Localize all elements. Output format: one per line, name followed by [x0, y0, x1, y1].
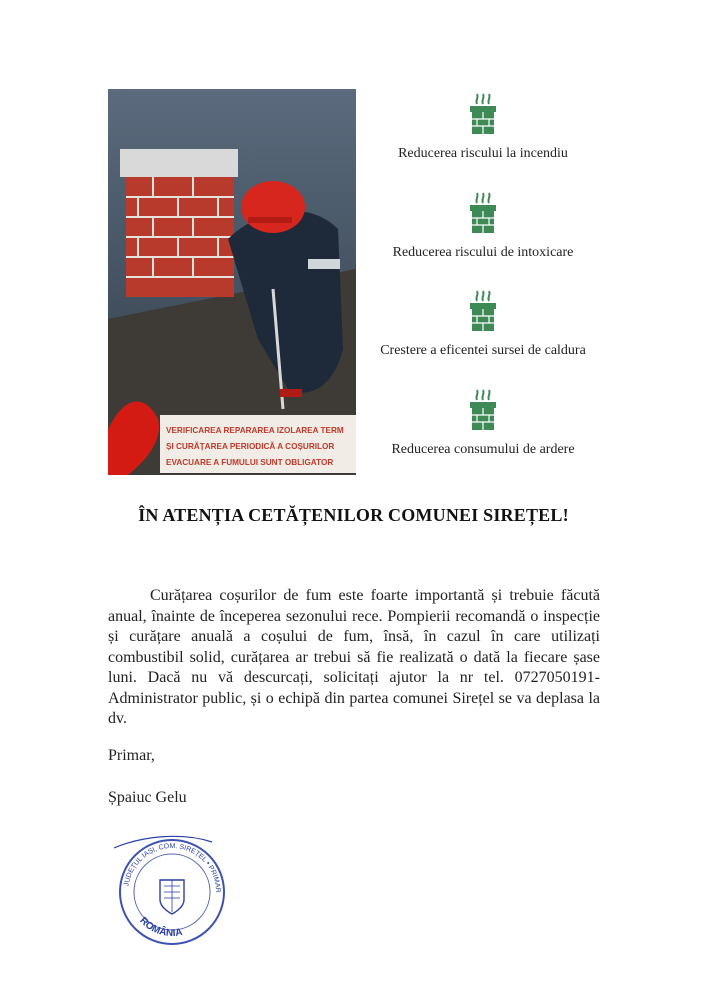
closing-line: Primar,: [108, 747, 155, 764]
official-stamp: [112, 828, 230, 948]
signatory-name: Șpaiuc Gelu: [108, 789, 187, 806]
svg-text:JUDEȚUL IAȘI, COM. SIREȚEL • P: [112, 828, 221, 893]
chimney-icon: [465, 289, 501, 333]
body-paragraph: [108, 586, 600, 730]
banner-line-2: ȘI CURĂȚAREA PERIODICĂ A COȘURILOR: [166, 442, 335, 451]
feature-label: Reducerea riscului de intoxicare: [392, 245, 574, 260]
chimney-icon: [465, 92, 501, 136]
chimney-illustration: [120, 149, 238, 297]
page-title: ÎN ATENȚIA CETĂȚENILOR COMUNEI SIREȚEL!: [138, 505, 569, 525]
feature-label: Crestere a eficentei sursei de caldura: [380, 343, 586, 358]
feature-label: Reducerea riscului la incendiu: [398, 146, 568, 161]
stamp-outer-text: JUDEȚUL IAȘI, COM. SIREȚEL • PRIMAR: [123, 842, 222, 893]
feature-item: [360, 388, 606, 458]
banner-line-1: VERIFICAREA REPARAREA IZOLAREA TERM: [166, 426, 344, 435]
body-text: Curățarea coșurilor de fum este foarte importantă și trebuie făcută anual, înainte de începerea sezonului rece. Pompierii recomandă o inspecție și curățare anuală a coșului de fum, însă, în cazul în care utilizați combustibil solid, curățarea ar trebui să fie realizată o dată la fiecare șase luni. Dacă nu vă descurcați, solicitați ajutor la nr tel. 0727050191- Administrator public, și o echipă din partea comunei Sirețel se va deplasa la dv.: [108, 587, 600, 727]
chimney-icon: [465, 191, 501, 235]
feature-label: Reducerea consumului de ardere: [391, 442, 575, 457]
coat-of-arms-icon: [160, 880, 184, 914]
feature-item: [360, 191, 606, 261]
poster-image: [108, 89, 356, 475]
chimney-icon: [465, 388, 501, 432]
banner-line-3: EVACUARE A FUMULUI SUNT OBLIGATOR: [166, 458, 334, 467]
feature-item: [360, 289, 606, 359]
stamp-country-text: ROMÂNIA: [137, 915, 184, 940]
feature-item: [360, 92, 606, 162]
